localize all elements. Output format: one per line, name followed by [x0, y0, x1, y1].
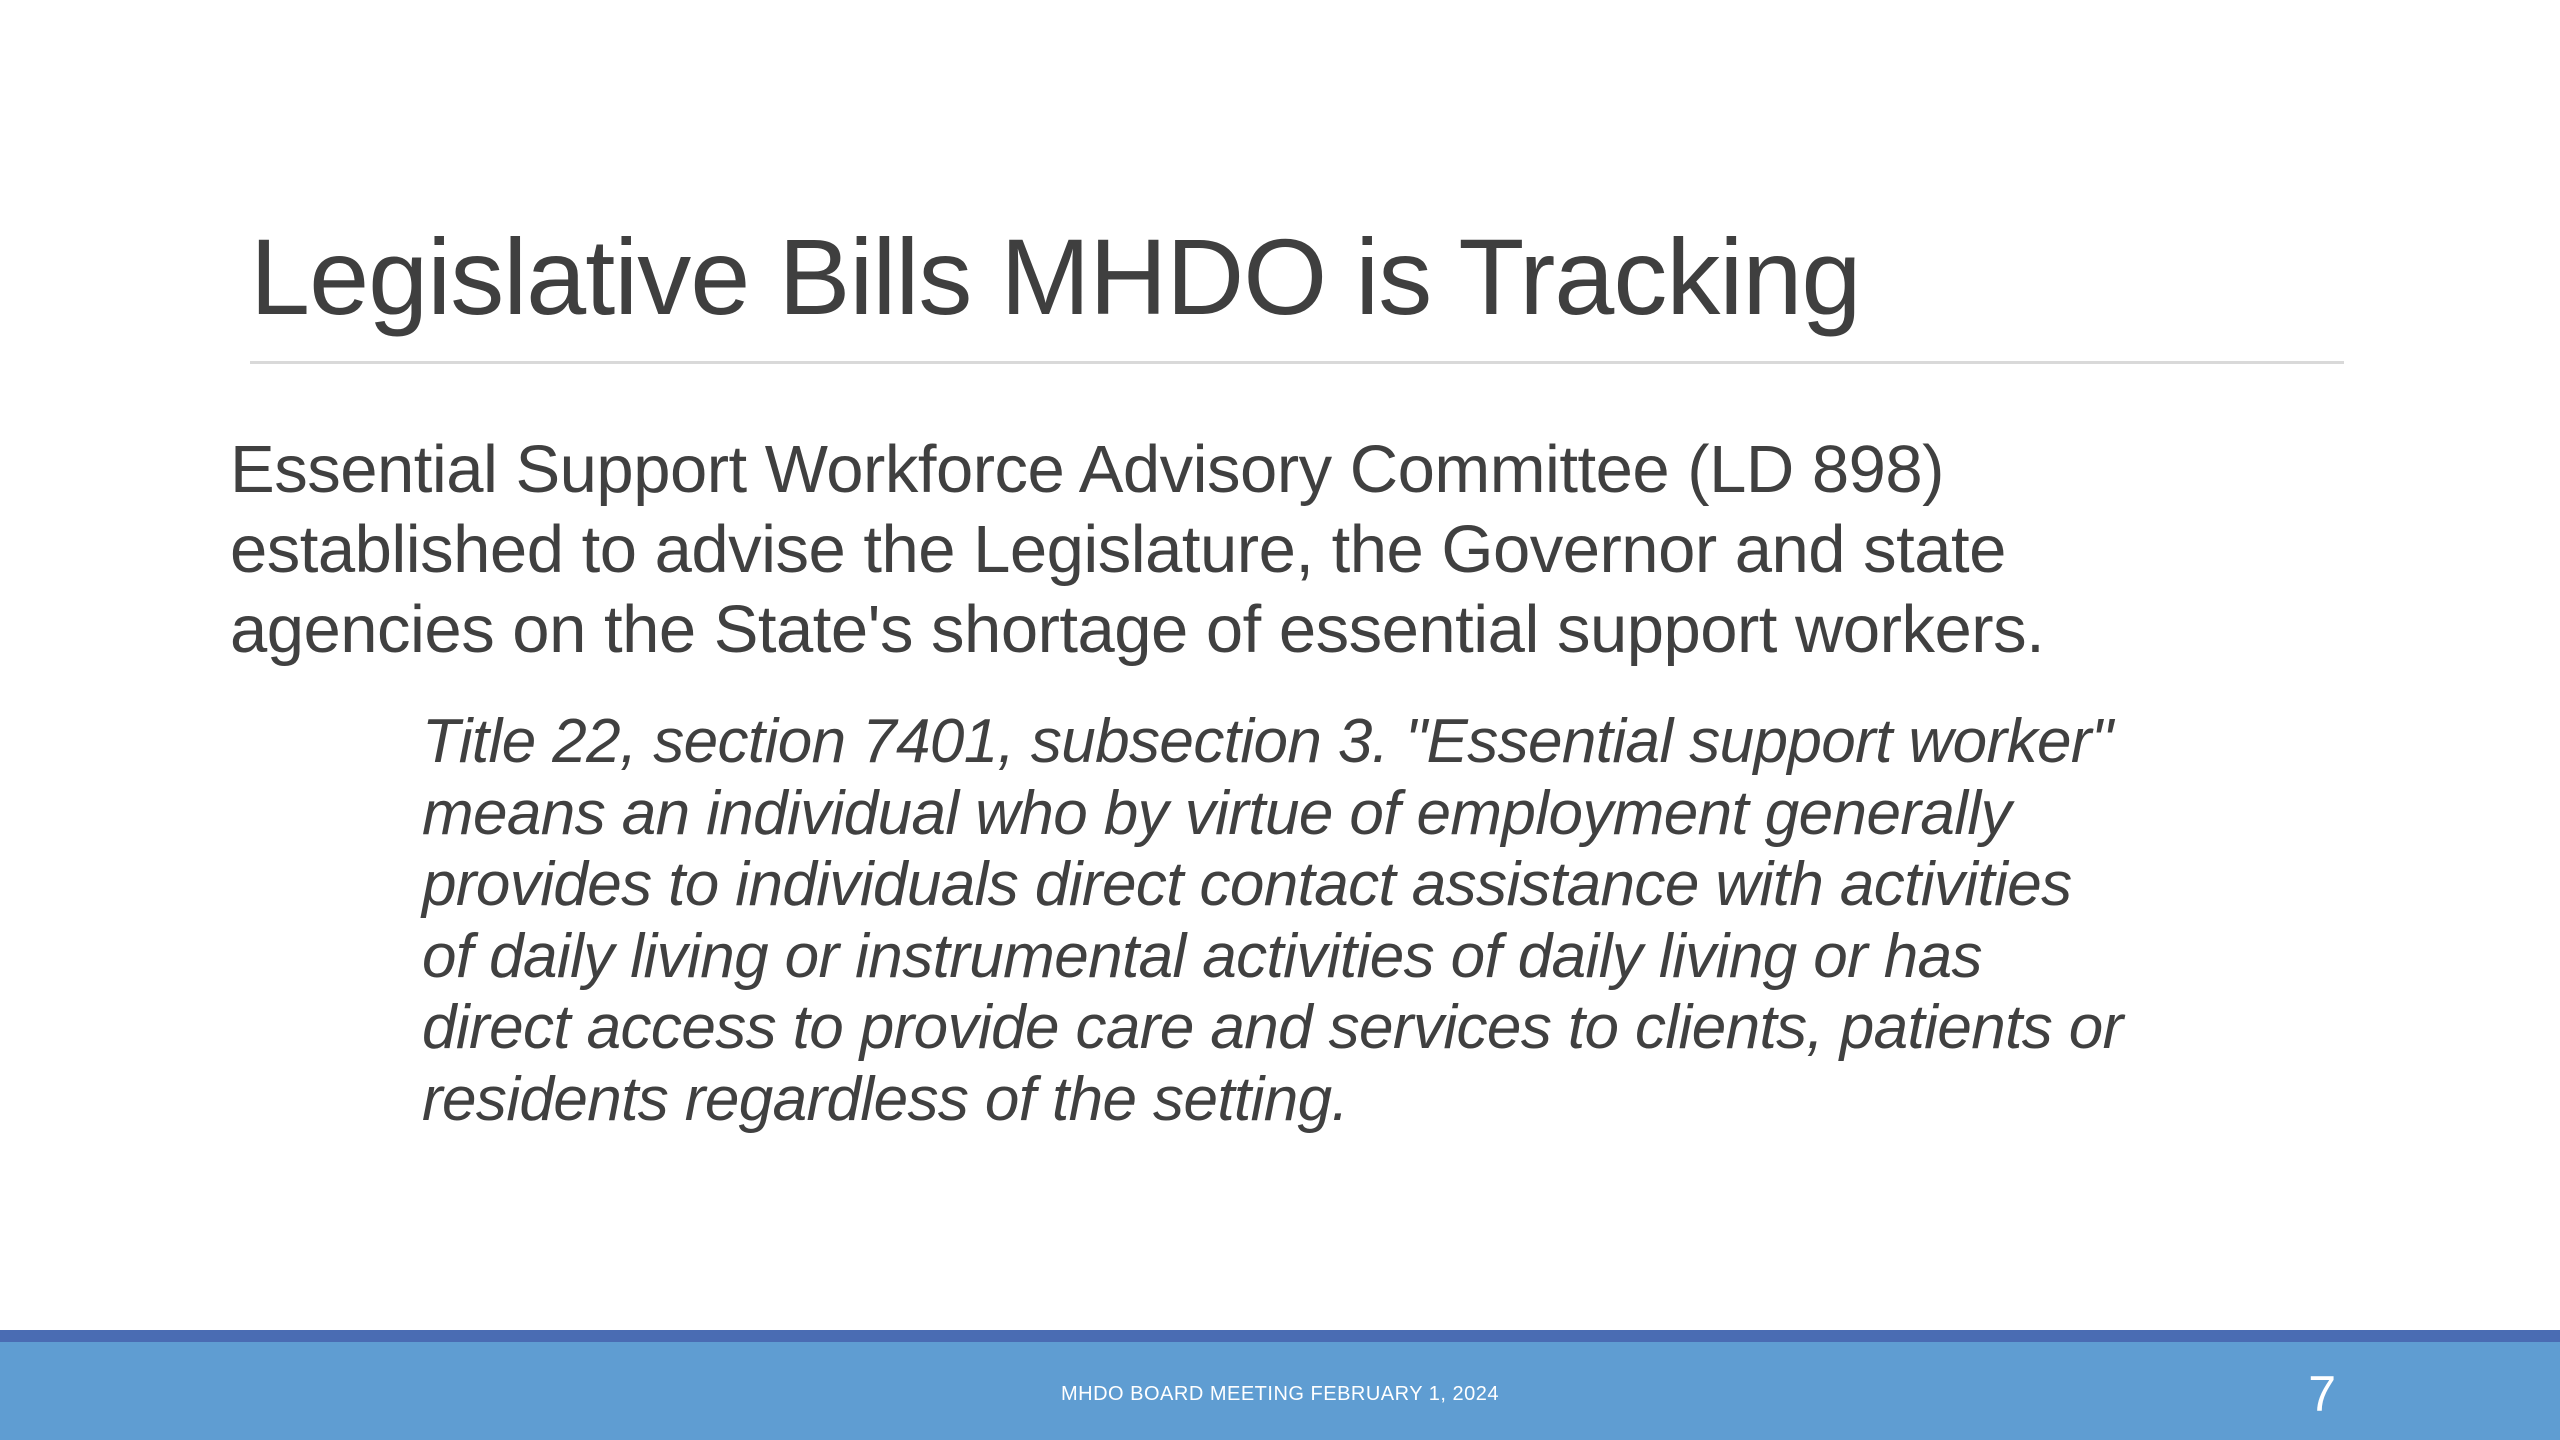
body-line: established to advise the Legislature, the Governor and state: [230, 512, 2006, 587]
page-number: 7: [2308, 1366, 2336, 1422]
quote-line: residents regardless of the setting.: [422, 1064, 1349, 1134]
quote-line: means an individual who by virtue of employment generally: [422, 778, 2012, 848]
body-line: agencies on the State's shortage of essential support workers.: [230, 592, 2045, 667]
quote-line: Title 22, section 7401, subsection 3. "Essential support worker": [422, 707, 2113, 776]
quote-line: direct access to provide care and services to clients, patients or: [422, 993, 2123, 1062]
slide-title: Legislative Bills MHDO is Tracking: [250, 216, 1861, 337]
title-divider: [250, 361, 2344, 364]
body-paragraph: [230, 430, 2380, 670]
body-line: Essential Support Workforce Advisory Committee (LD 898): [230, 432, 1944, 507]
definition-quote: [422, 706, 2382, 1135]
quote-line: provides to individuals direct contact assistance with activities: [422, 850, 2072, 919]
quote-line: of daily living or instrumental activities of daily living or has: [422, 921, 1982, 991]
footer-caption: MHDO BOARD MEETING FEBRUARY 1, 2024: [1061, 1383, 1499, 1405]
footer-accent-stripe: [0, 1330, 2560, 1342]
